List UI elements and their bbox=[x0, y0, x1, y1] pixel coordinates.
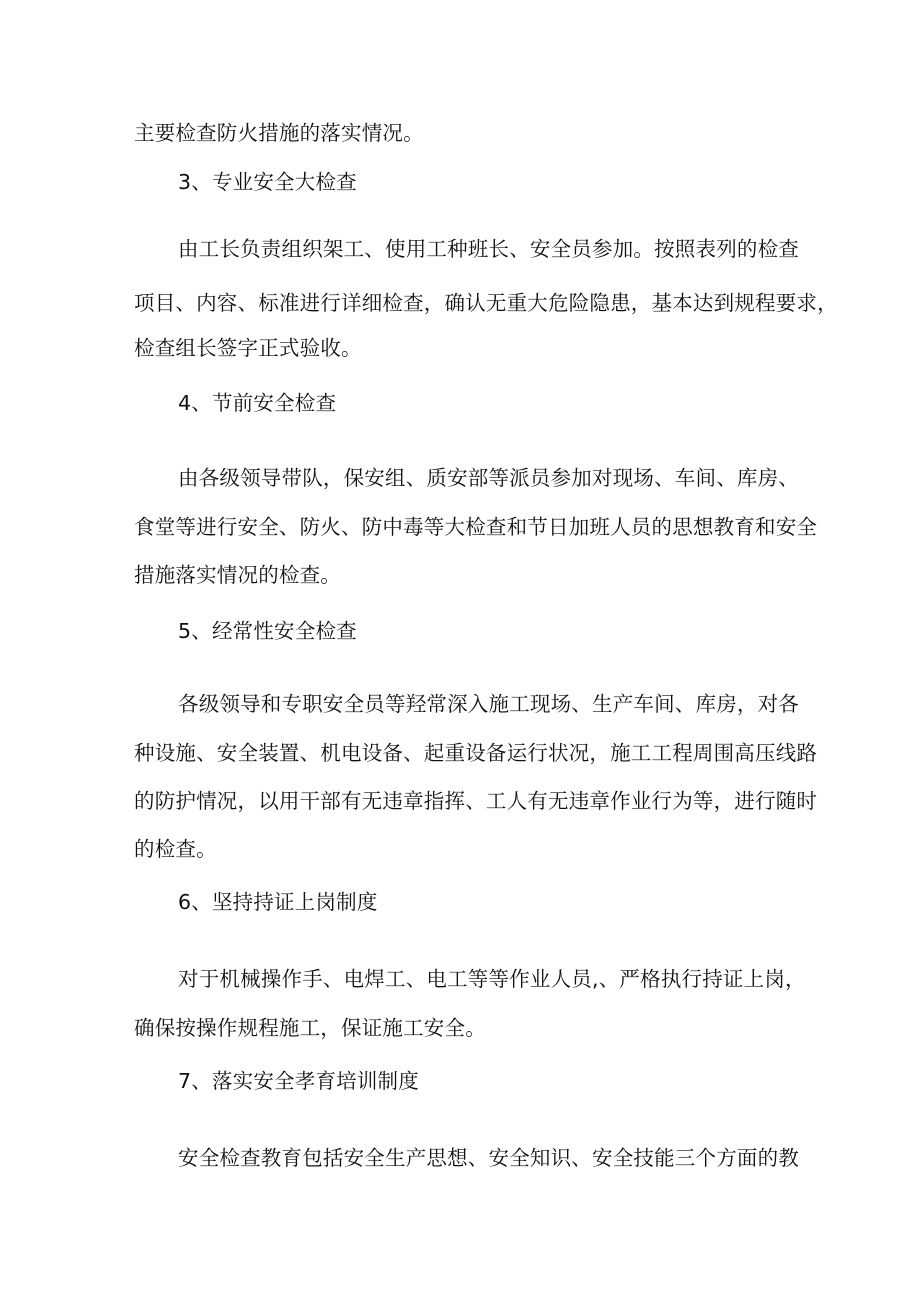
section-heading-7: 7、落实安全孝育培训制度 bbox=[178, 1069, 419, 1093]
paragraph-line: 检查组长签字正式验收。 bbox=[134, 336, 362, 360]
paragraph-line: 的防护情况，以用干部有无违章指挥、工人有无违章作业行为等，进行随时 bbox=[134, 789, 818, 813]
paragraph-line: 主要检查防火措施的落实情况。 bbox=[134, 121, 424, 145]
paragraph-line: 措施落实情况的检查。 bbox=[134, 563, 341, 587]
paragraph-line: 对于机械操作手、电焊工、电工等等作业人员,、严格执行持证上岗， bbox=[178, 967, 806, 991]
paragraph-line: 种设施、安全装置、机电设备、起重设备运行状况，施工工程周围高压线路 bbox=[134, 741, 818, 765]
paragraph-line: 各级领导和专职安全员等羟常深入施工现场、生产车间、库房，对各 bbox=[178, 692, 799, 716]
section-heading-5: 5、经常性安全检查 bbox=[178, 619, 357, 643]
section-heading-6: 6、坚持持证上岗制度 bbox=[178, 890, 378, 914]
paragraph-line: 项目、内容、标准进行详细检查，确认无重大危险隐患，基本达到规程要求， bbox=[134, 291, 838, 315]
section-heading-4: 4、节前安全检查 bbox=[178, 391, 337, 415]
paragraph-line: 由各级领导带队，保安组、质安部等派员参加对现场、车间、库房、 bbox=[178, 466, 799, 490]
paragraph-line: 食堂等进行安全、防火、防中毒等大检查和节日加班人员的思想教育和安全 bbox=[134, 515, 818, 539]
paragraph-line: 安全检查教育包括安全生产思想、安全知识、安全技能三个方面的教 bbox=[178, 1146, 799, 1170]
paragraph-line: 确保按操作规程施工，保证施工安全。 bbox=[134, 1016, 486, 1040]
section-heading-3: 3、专业安全大检查 bbox=[178, 170, 357, 194]
paragraph-line: 由工长负责组织架工、使用工种班长、安全员参加。按照表列的检查 bbox=[178, 237, 799, 261]
paragraph-line: 的检查。 bbox=[134, 837, 217, 861]
